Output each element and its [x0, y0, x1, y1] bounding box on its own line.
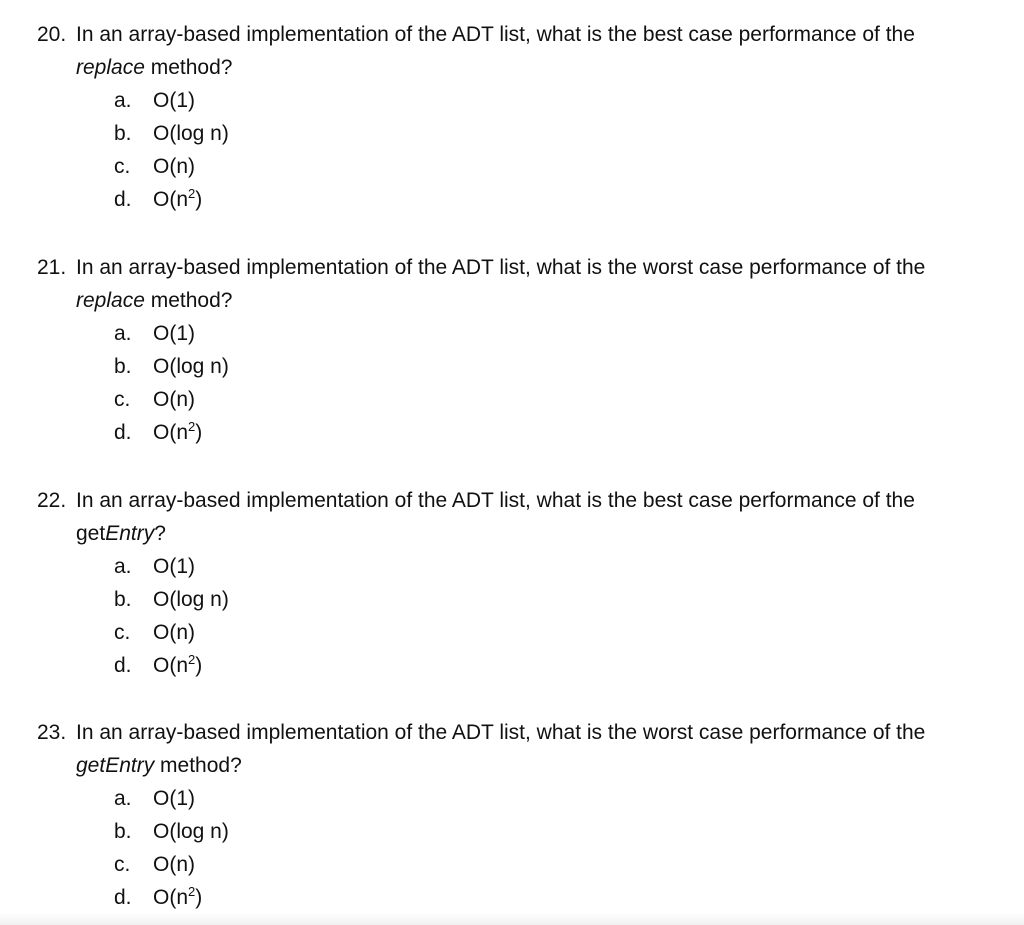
method-prefix: get [76, 522, 106, 545]
option-text: O(n [153, 654, 189, 677]
question-text: In an array-based implementation of the ADT list, what is the worst case performance of the [76, 256, 926, 279]
option-b [37, 117, 997, 150]
option-text: O(1) [153, 555, 195, 578]
option-text: O(n) [153, 621, 195, 644]
option-a [37, 782, 997, 815]
option-letter: d. [114, 421, 132, 444]
option-letter: a. [114, 89, 132, 112]
question-line-continued [37, 284, 997, 317]
question-text-end: ? [154, 522, 166, 545]
question-20 [37, 18, 997, 216]
option-text: O(n) [153, 853, 195, 876]
option-c [37, 150, 997, 183]
option-letter: c. [114, 853, 131, 876]
question-text: In an array-based implementation of the ADT list, what is the worst case performance of the [76, 721, 926, 744]
superscript: 2 [188, 186, 196, 201]
option-text: O(1) [153, 787, 195, 810]
option-letter: a. [114, 787, 132, 810]
option-letter: a. [114, 322, 132, 345]
option-a [37, 84, 997, 117]
question-number: 21. [37, 256, 67, 279]
option-letter: b. [114, 355, 132, 378]
option-letter: a. [114, 555, 132, 578]
option-text-close: ) [195, 654, 203, 677]
question-line [37, 484, 997, 517]
option-letter: b. [114, 588, 132, 611]
option-c [37, 616, 997, 649]
question-line [37, 716, 997, 749]
option-b [37, 583, 997, 616]
question-number: 22. [37, 489, 67, 512]
method-name: replace [76, 289, 145, 312]
superscript: 2 [188, 652, 196, 667]
option-text: O(n) [153, 388, 195, 411]
superscript: 2 [188, 884, 196, 899]
question-21 [37, 251, 997, 449]
superscript: 2 [188, 419, 196, 434]
option-text: O(log n) [153, 820, 229, 843]
option-c [37, 848, 997, 881]
question-text: In an array-based implementation of the ADT list, what is the best case performance of the [76, 489, 915, 512]
question-23 [37, 716, 997, 914]
method-name: Entry [105, 522, 155, 545]
option-letter: c. [114, 621, 131, 644]
option-letter: d. [114, 188, 132, 211]
option-letter: c. [114, 388, 131, 411]
option-letter: d. [114, 886, 132, 909]
method-name: getEntry [76, 754, 155, 777]
option-letter: b. [114, 820, 132, 843]
option-b [37, 815, 997, 848]
option-text: O(n [153, 188, 189, 211]
page-bottom-edge [0, 913, 1024, 925]
question-text-end: method? [144, 56, 233, 79]
option-text-close: ) [195, 886, 203, 909]
option-d [37, 416, 997, 449]
option-text: O(log n) [153, 355, 229, 378]
question-line-continued [37, 517, 997, 550]
option-a [37, 550, 997, 583]
question-line [37, 18, 997, 51]
question-text-end: method? [154, 754, 242, 777]
option-text-close: ) [195, 421, 203, 444]
option-letter: b. [114, 122, 132, 145]
question-text: In an array-based implementation of the ADT list, what is the best case performance of the [76, 23, 915, 46]
option-c [37, 383, 997, 416]
option-text: O(n [153, 886, 189, 909]
option-letter: d. [114, 654, 132, 677]
option-d [37, 183, 997, 216]
question-line-continued [37, 749, 997, 782]
method-name: replace [76, 56, 145, 79]
question-text-end: method? [144, 289, 233, 312]
question-22 [37, 484, 997, 682]
option-a [37, 317, 997, 350]
option-letter: c. [114, 155, 131, 178]
option-text: O(log n) [153, 588, 229, 611]
option-d [37, 881, 997, 914]
question-number: 20. [37, 23, 67, 46]
question-number: 23. [37, 721, 67, 744]
option-text: O(1) [153, 322, 195, 345]
option-text: O(1) [153, 89, 195, 112]
option-text-close: ) [195, 188, 203, 211]
question-line [37, 251, 997, 284]
option-text: O(log n) [153, 122, 229, 145]
option-d [37, 649, 997, 682]
option-text: O(n) [153, 155, 195, 178]
question-line-continued [37, 51, 997, 84]
option-text: O(n [153, 421, 189, 444]
option-b [37, 350, 997, 383]
